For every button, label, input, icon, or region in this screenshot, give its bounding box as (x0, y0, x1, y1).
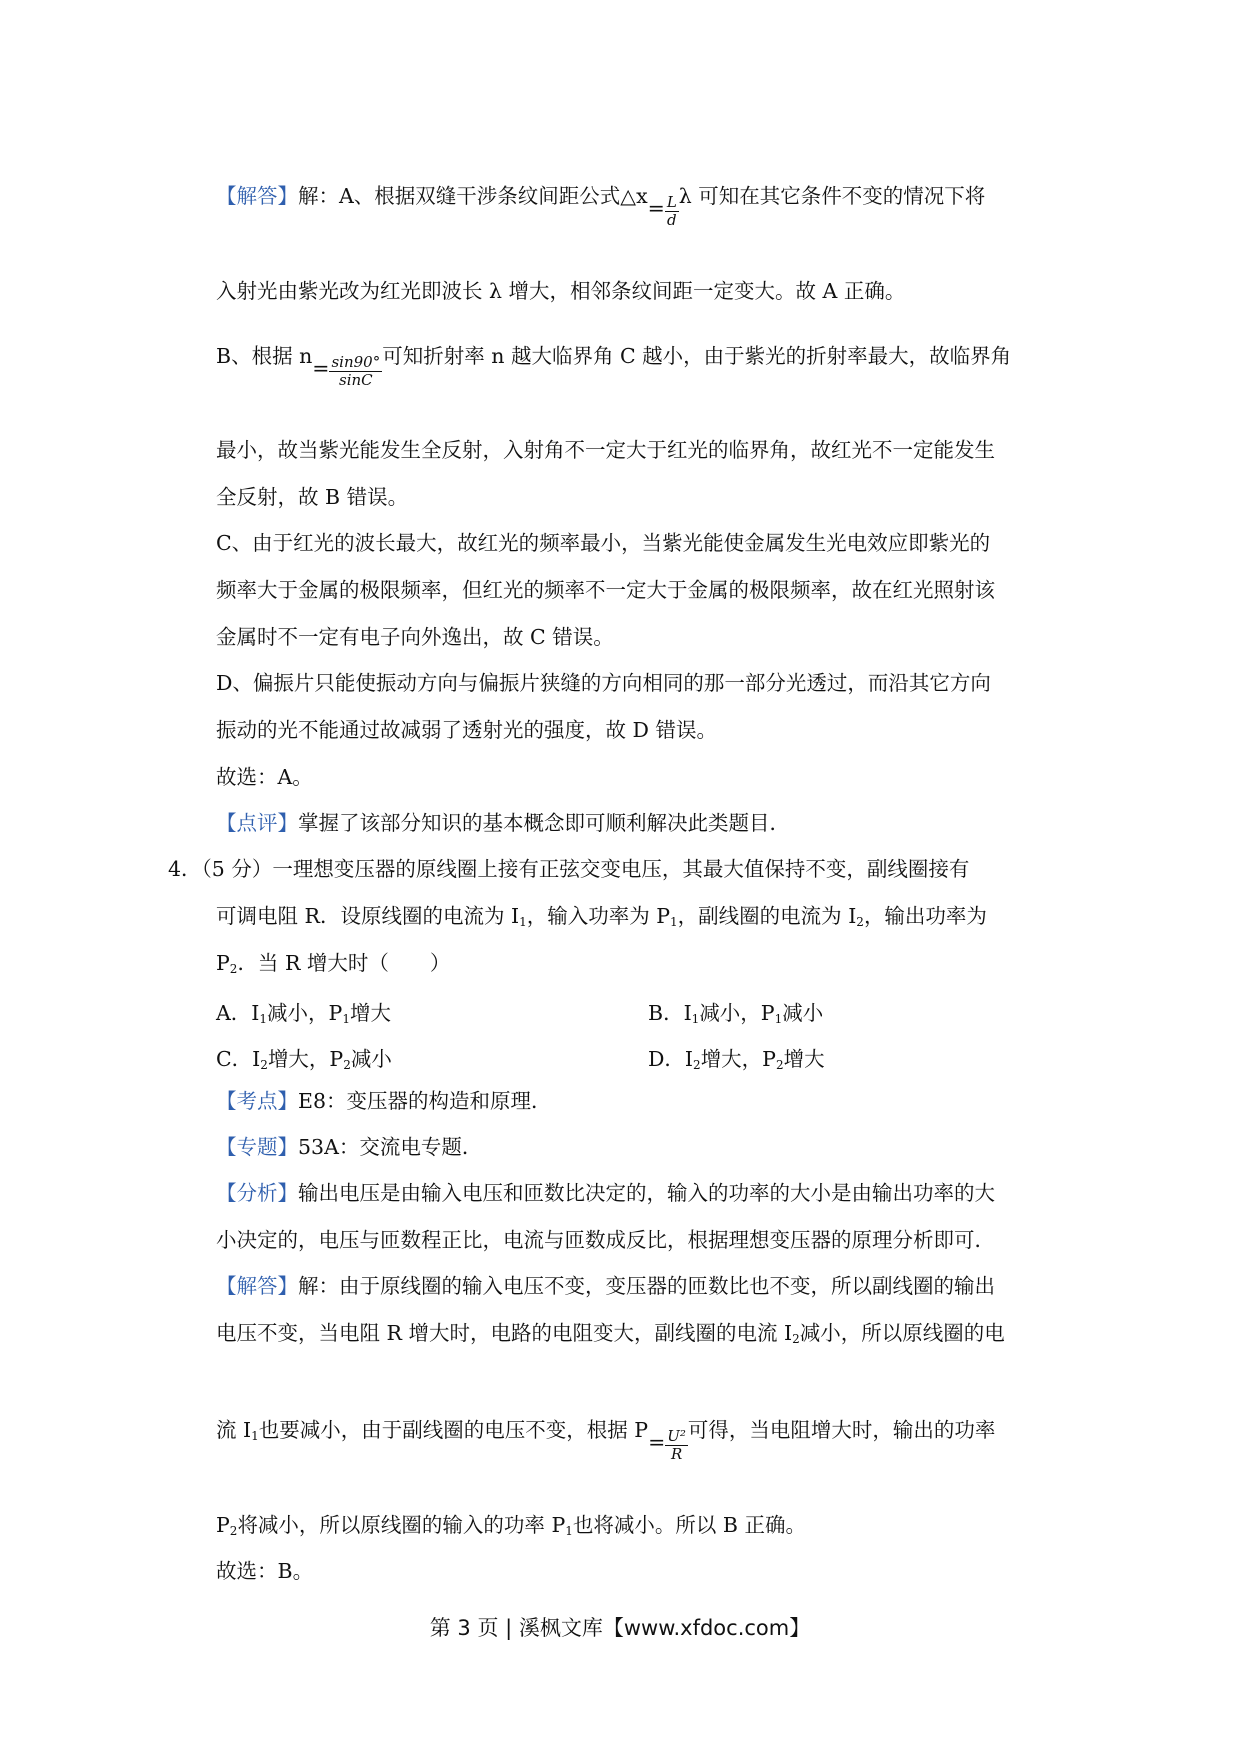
solution-line-8: 金属时不一定有电子向外逸出，故 C 错误。 (216, 625, 614, 649)
fraction-L-over-d: $\frac{L}{d}$ (666, 193, 677, 229)
solution-line-4: 最小，故当紫光能发生全反射，入射角不一定大于红光的临界角，故红光不一定能发生 (216, 438, 995, 462)
comment-line: 【点评】掌握了该部分知识的基本概念即可顺利解决此类题目． (216, 811, 790, 835)
option-c: C．$I_2$增大，$P_2$减小 (216, 1047, 392, 1072)
fraction-U2-over-R: $\frac{\text{U²}}{R}$ (667, 1427, 686, 1463)
knowledge-point-line: 【考点】E8：变压器的构造和原理． (216, 1089, 552, 1113)
topic-tag: 【专题】 (216, 1135, 298, 1159)
solution-line-9: D、偏振片只能使振动方向与偏振片狭缝的方向相同的那一部分光透过，而沿其它方向 (216, 671, 991, 695)
answer2-tag: 【解答】 (216, 1274, 298, 1298)
solution-line-11: 故选：A。 (216, 765, 313, 789)
question-4-line-2: 可调电阻 R．设原线圈的电流为 $I_1$，输入功率为 $P_1$，副线圈的电流为 $I_2$，输出功率为 (216, 904, 987, 929)
question-4-line-3: $P_2$．当 R 增大时（ ） (216, 951, 451, 976)
option-b: B．$I_1$减小，$P_1$减小 (648, 1001, 824, 1026)
answer-tag: 【解答】 (216, 184, 298, 208)
solution-line-6: C、由于红光的波长最大，故红光的频率最小，当紫光能使金属发生光电效应即紫光的 (216, 531, 991, 555)
option-a: A．$I_1$减小，$P_1$增大 (216, 1001, 391, 1026)
solution-line-7: 频率大于金属的极限频率，但红光的频率不一定大于金属的极限频率，故在红光照射该 (216, 578, 995, 602)
solution-line-10: 振动的光不能通过故减弱了透射光的强度，故 D 错误。 (216, 718, 717, 742)
topic-line: 【专题】53A：交流电专题． (216, 1135, 483, 1159)
answer2-line-2: 电压不变，当电阻 R 增大时，电路的电阻变大，副线圈的电流 $I_2$减小，所以原线圈的电 (216, 1321, 1005, 1346)
answer2-line-5: 故选：B。 (216, 1559, 314, 1583)
answer2-line-3: 流 $I_1$也要减小，由于副线圈的电压不变，根据 P= $\frac{\text{U²}}{R}$ 可得，当电阻增大时，输出的功率 (216, 1418, 996, 1463)
analysis-line-2: 小决定的，电压与匝数程正比，电流与匝数成反比，根据理想变压器的原理分析即可． (216, 1228, 995, 1252)
solution-line-2: 入射光由紫光改为红光即波长 λ 增大，相邻条纹间距一定变大。故 A 正确。 (216, 279, 906, 303)
fraction-sin90-over-sinC: $\frac{\sin 90^\circ}{\sin C}$ (331, 353, 381, 389)
knowledge-point-tag: 【考点】 (216, 1089, 298, 1113)
answer2-line-1: 【解答】解：由于原线圈的输入电压不变，变压器的匝数比也不变，所以副线圈的输出 (216, 1274, 995, 1298)
analysis-tag: 【分析】 (216, 1181, 298, 1205)
analysis-line-1: 【分析】输出电压是由输入电压和匝数比决定的，输入的功率的大小是由输出功率的大 (216, 1181, 995, 1205)
page-footer: 第 3 页 | 溪枫文库【www.xfdoc.com】 (429, 1616, 811, 1640)
solution-line-5: 全反射，故 B 错误。 (216, 485, 409, 509)
question-number: 4． (168, 857, 202, 881)
solution-line-3: B、根据 n= $\frac{\sin 90^\circ}{\sin C}$ 可知折射率 n 越大临界角 C 越小，由于紫光的折射率最大，故临界角 (216, 344, 1012, 389)
option-d: D．$I_2$增大，$P_2$增大 (648, 1047, 825, 1072)
comment-tag: 【点评】 (216, 811, 298, 835)
answer2-line-4: $P_2$将减小，所以原线圈的输入的功率 $P_1$也将减小。所以 B 正确。 (216, 1513, 806, 1538)
solution-line-1: 【解答】解：A、根据双缝干涉条纹间距公式△x= $\frac{L}{d}$ λ 可知在其它条件不变的情况下将 (216, 184, 986, 229)
question-4-line-1: 4．（5 分）一理想变压器的原线圈上接有正弦交变电压，其最大值保持不变，副线圈接有 (168, 857, 970, 881)
